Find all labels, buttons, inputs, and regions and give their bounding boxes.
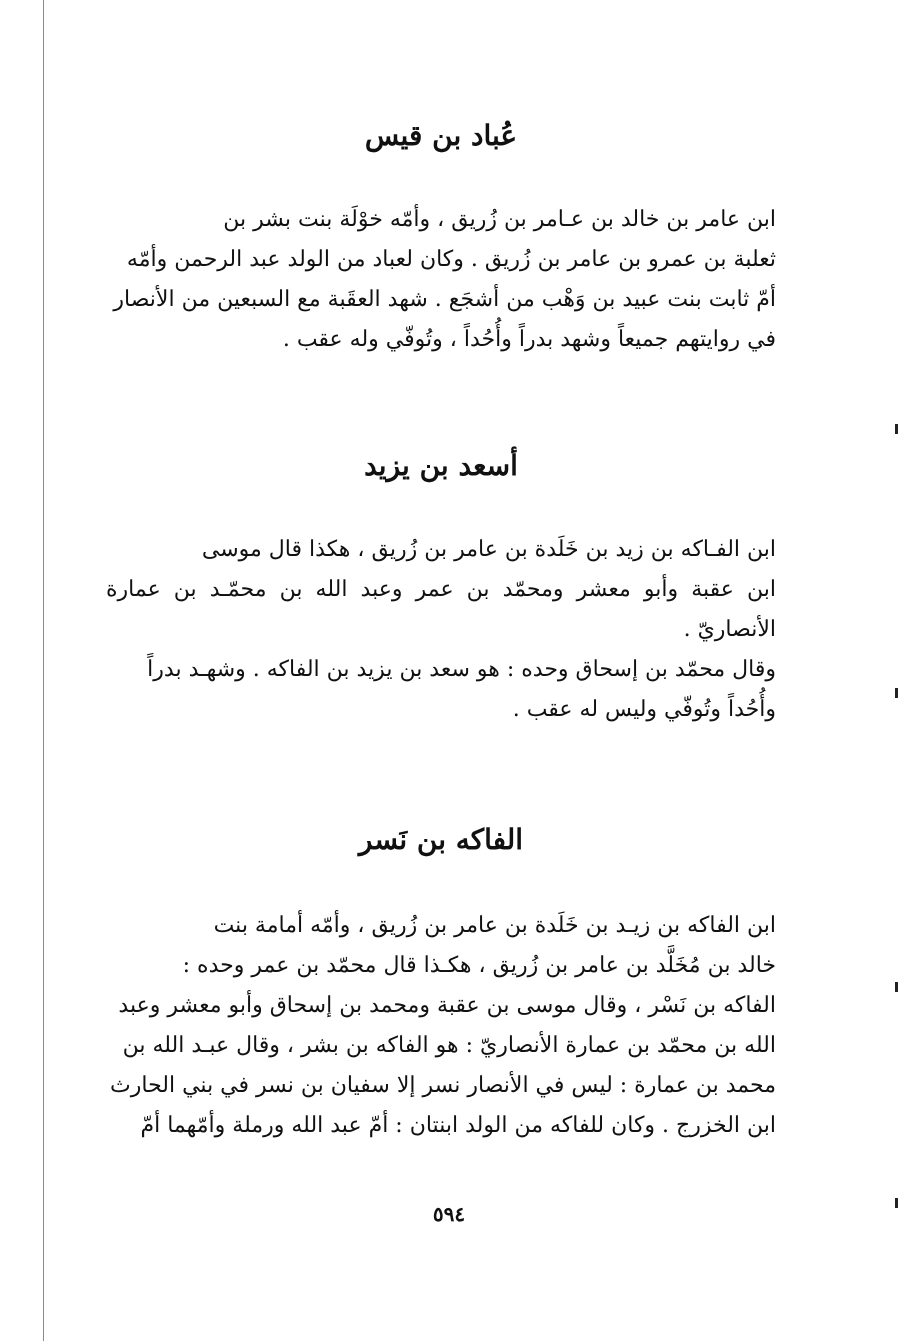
section-body <box>106 530 776 730</box>
text-line: وقال محمّد بن إسحاق وحده : هو سعد بن يزيد بن الفاكه . وشهـد بدراً <box>147 657 776 682</box>
section-title: عُباد بن قيس <box>364 119 518 152</box>
text-line: ابن الفـاكه بن زيد بن خَلَدة بن عامر بن زُريق ، هكذا قال موسى <box>201 537 776 562</box>
text-line: محمد بن عمارة : ليس في الأنصار نسر إلا سفيان بن نسر في بني الحارث <box>110 1073 776 1098</box>
section-title: الفاكه بن نَسر <box>358 823 524 856</box>
text-line: ابن الخزرج . وكان للفاكه من الولد ابنتان : أمّ عبد الله ورملة وأمّهما أمّ <box>140 1113 776 1138</box>
text-line: ابن عقبة وأبو معشر ومحمّد بن عمر وعبد الله بن محمّـد بن عمارة الأنصاريّ . <box>106 577 776 642</box>
section-title: أسعد بن يزيد <box>364 449 518 482</box>
page-content <box>106 110 776 1146</box>
text-line: ابن الفاكه بن زيـد بن خَلَدة بن عامر بن زُريق ، وأمّه أمامة بنت <box>213 913 776 938</box>
section-body <box>106 200 776 360</box>
text-line: الفاكه بن نَسْر ، وقال موسى بن عقبة ومحمد بن إسحاق وأبو معشر وعبد <box>118 993 776 1018</box>
text-line: خالد بن مُخَلَّد بن عامر بن زُريق ، هكـذا قال محمّد بن عمر وحده : <box>182 953 776 978</box>
section-body <box>106 906 776 1146</box>
text-line: ثعلبة بن عمرو بن عامر بن زُريق . وكان لعباد من الولد عبد الرحمن وأمّه <box>126 247 776 272</box>
text-line: ابن عامر بن خالد بن عـامر بن زُريق ، وأمّه خوْلَة بنت بشر بن <box>223 207 776 232</box>
text-line: في روايتهم جميعاً وشهد بدراً وأُحُداً ، وتُوفّي وله عقب . <box>282 327 776 352</box>
text-line: الله بن محمّد بن عمارة الأنصاريّ : هو الفاكه بن بشر ، وقال عبـد الله بن <box>122 1033 776 1058</box>
text-line: وأُحُداً وتُوفّي وليس له عقب . <box>512 697 776 722</box>
text-line: أمّ ثابت بنت عبيد بن وَهْب من أشجَع . شهد العقَبة مع السبعين من الأنصار <box>113 287 776 312</box>
gutter-line <box>43 0 44 1341</box>
page-number: ٥٩٤ <box>432 1202 466 1226</box>
